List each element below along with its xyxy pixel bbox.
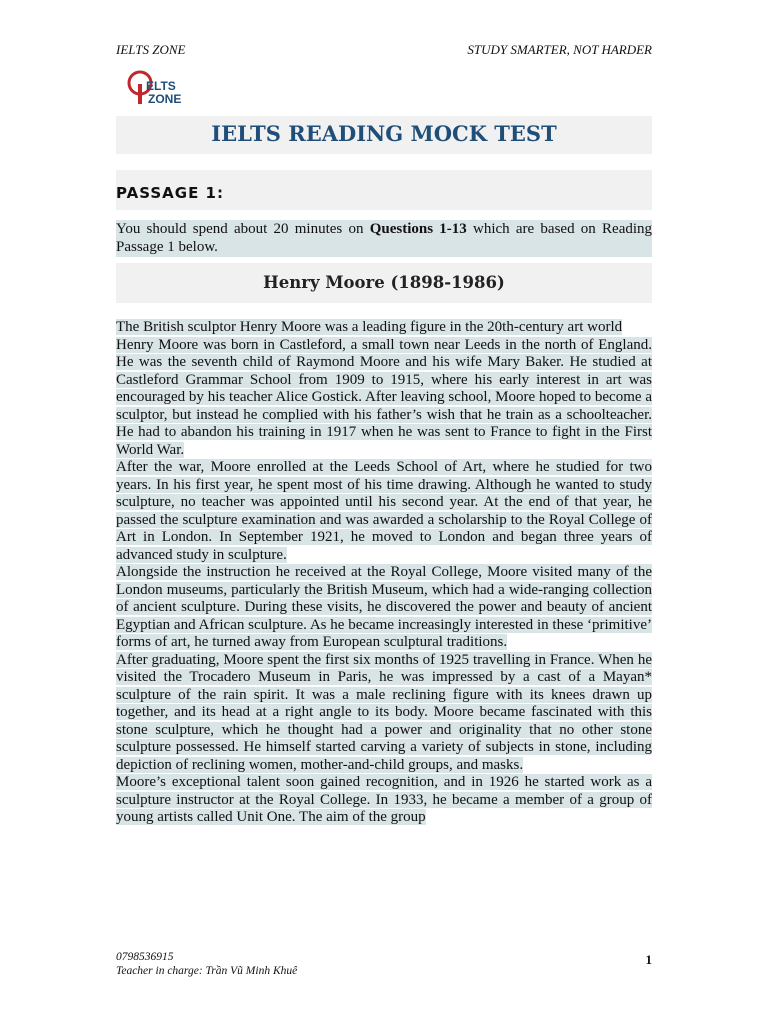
paragraph-4-text: Alongside the instruction he received at the Royal College, Moore visited many of the London museums, particularly the British Museum, which had a wide-ranging collection of ancient sculpture. During these visits, he discovered the power and beauty of ancient Egyptian and African sculpture. As he became increasingly interested in these ‘primitive’ forms of art, he turned away from European sculptural traditions.: [116, 564, 652, 650]
instructions-questions: Questions 1-13: [369, 221, 467, 237]
logo-text-top: ELTS: [146, 79, 176, 93]
passage-label: PASSAGE 1:: [116, 170, 652, 210]
footer-teacher: Teacher in charge: Trần Vũ Minh Khuê: [116, 965, 298, 977]
footer: [116, 950, 297, 978]
paragraph-5-text: After graduating, Moore spent the first six months of 1925 travelling in France. When he visited the Trocadero Museum in Paris, he was impressed by a cast of a Mayan* sculpture of the rain spirit. It was a male reclining figure with its knees drawn up together, and its head at a right angle to its body. Moore became fascinated with this stone sculpture, which he thought had a power and originality that no other stone sculpture possessed. He himself started carving a variety of subjects in stone, including depiction of reclining women, mother-and-child groups, and masks.: [116, 651, 652, 773]
paragraph-2: [116, 337, 652, 460]
page-number: 1: [645, 952, 652, 967]
paragraph-2-text: Henry Moore was born in Castleford, a small town near Leeds in the north of England. He was the seventh child of Raymond Moore and his wife Mary Baker. He studied at Castleford Grammar School from 1909 to 1915, where his early interest in art was encouraged by his teacher Alice Gostick. After leaving school, Moore hoped to become a sculptor, but instead he complied with his father’s wish that he train as a schoolteacher. He had to abandon his training in 1917 when he was sent to France to fight in the First World War.: [116, 336, 652, 458]
paragraph-1-text: The British sculptor Henry Moore was a leading figure in the 20th-century art world: [116, 319, 623, 335]
paragraph-1: [116, 319, 652, 337]
instructions-after: which are based on Reading Passage 1 below.: [116, 221, 653, 255]
paragraph-4: [116, 564, 652, 652]
paragraph-6-text: Moore’s exceptional talent soon gained recognition, and in 1926 he started work as a sculpture instructor at the Royal College. In 1933, he became a member of a group of young artists called Unit One. The aim of the group: [116, 774, 652, 825]
ielts-zone-logo: [126, 66, 196, 108]
passage-subtitle: Henry Moore (1898-1986): [263, 273, 505, 292]
page-content: [116, 116, 652, 827]
paragraph-3: [116, 459, 652, 564]
instructions: [116, 220, 652, 257]
header-left: IELTS ZONE: [116, 42, 186, 57]
page-title: IELTS READING MOCK TEST: [211, 121, 557, 146]
subtitle-box: [116, 263, 652, 303]
passage-body: [116, 319, 652, 827]
paragraph-5: [116, 652, 652, 775]
paragraph-6: [116, 774, 652, 827]
title-box: [116, 116, 652, 154]
instructions-before: You should spend about 20 minutes on: [116, 221, 370, 237]
header-right: STUDY SMARTER, NOT HARDER: [467, 42, 652, 57]
logo-text-bottom: ZONE: [148, 92, 182, 106]
paragraph-3-text: After the war, Moore enrolled at the Leeds School of Art, where he studied for two years. In his first year, he spent most of his time drawing. Although he wanted to study sculpture, no teacher was appointed until his second year. At the end of that year, he passed the sculpture examination and was awarded a scholarship to the Royal College of Art in London. In September 1921, he moved to London and began three years of advanced study in sculpture.: [116, 459, 652, 563]
footer-phone: 0798536915: [116, 951, 174, 963]
